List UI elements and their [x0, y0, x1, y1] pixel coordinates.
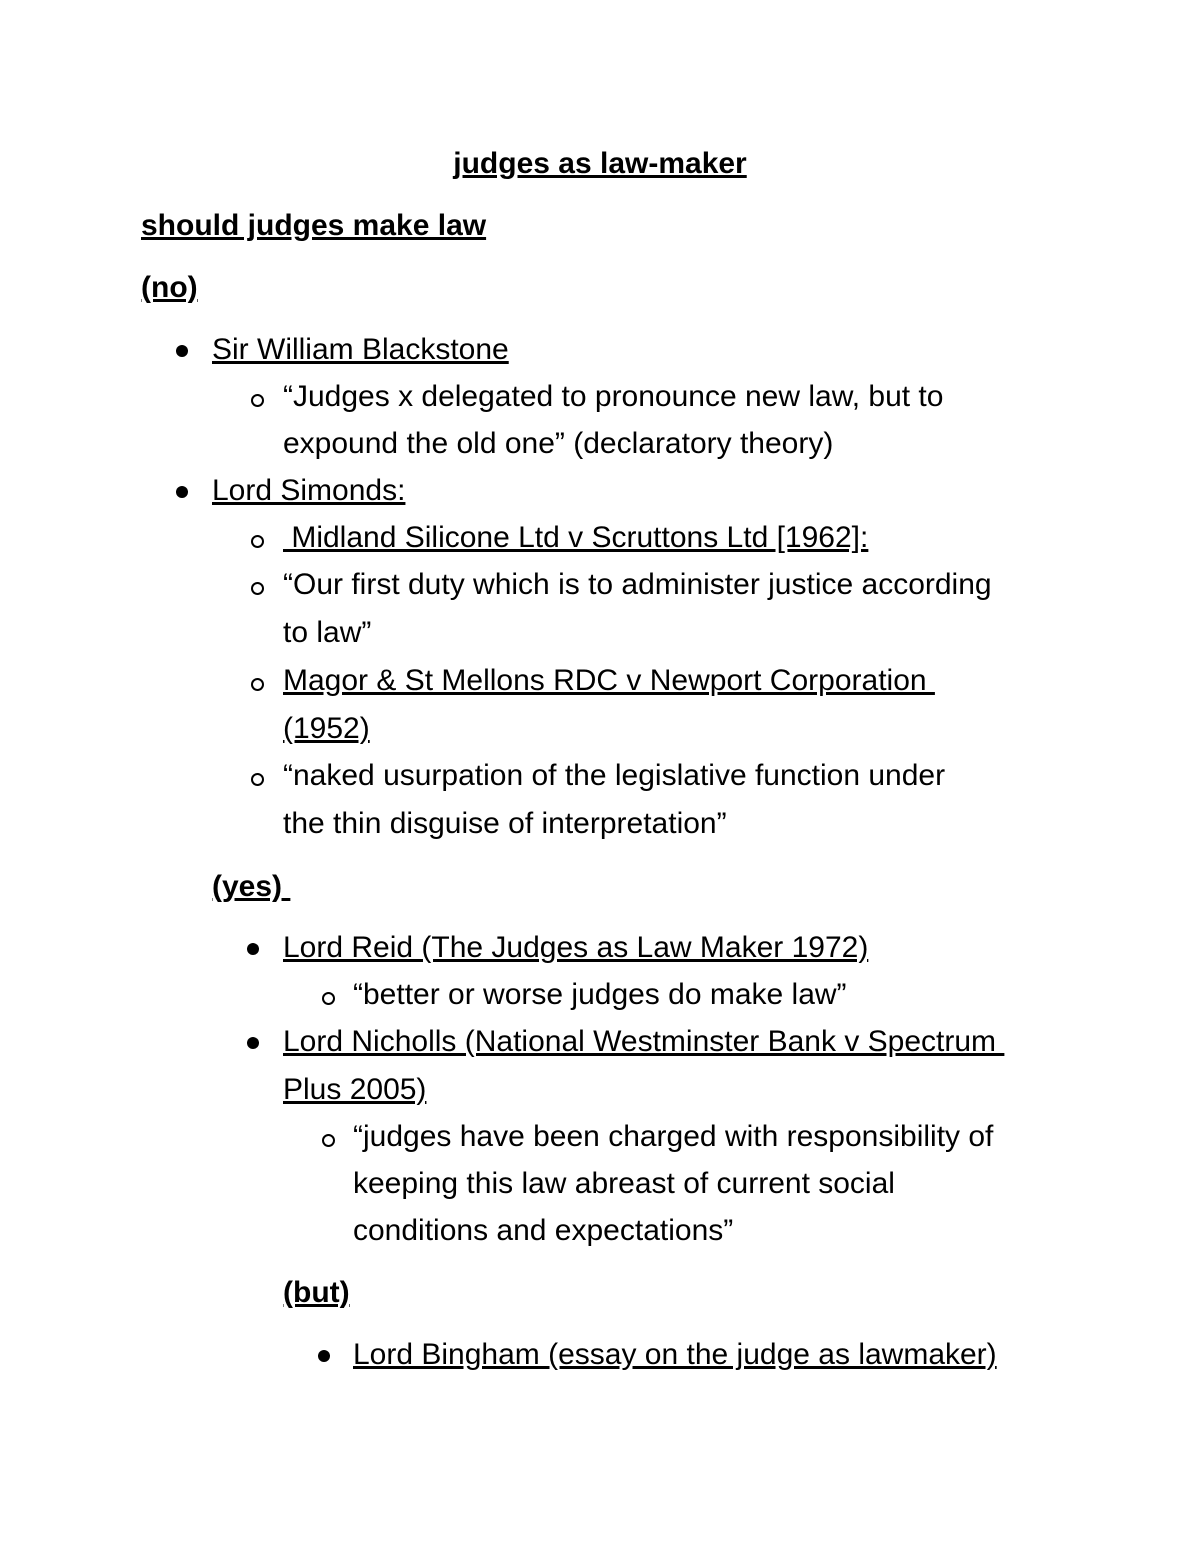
question-heading: should judges make law	[141, 209, 487, 242]
bullet-icon	[247, 943, 259, 955]
sub-bullet-icon	[251, 678, 264, 691]
reid-quote: “better or worse judges do make law”	[353, 978, 847, 1011]
no-item-simonds: Lord Simonds:	[212, 474, 406, 507]
nicholls-quote-line-3: conditions and expectations”	[353, 1214, 734, 1247]
nicholls-quote-line-1: “judges have been charged with responsibility of	[353, 1120, 994, 1153]
simonds-case-magor-line-2: (1952)	[283, 712, 370, 745]
simonds-quote-2-line-1: “naked usurpation of the legislative function under	[283, 759, 946, 792]
simonds-quote-1-line-2: to law”	[283, 616, 372, 649]
yes-section-label: (yes)	[212, 870, 291, 903]
document-title: judges as law-maker	[453, 147, 747, 180]
bullet-icon	[247, 1037, 259, 1049]
but-item-bingham: Lord Bingham (essay on the judge as lawmaker)	[353, 1338, 997, 1371]
simonds-case-midland: Midland Silicone Ltd v Scruttons Ltd [1962]:	[283, 521, 869, 554]
bullet-icon	[176, 486, 188, 498]
yes-item-nicholls-line-1: Lord Nicholls (National Westminster Bank v Spectrum	[283, 1025, 1005, 1058]
bullet-icon	[176, 345, 188, 357]
blackstone-quote-line-1: “Judges x delegated to pronounce new law, but to	[283, 380, 944, 413]
bullet-icon	[318, 1350, 330, 1362]
no-section-label: (no)	[141, 271, 198, 304]
sub-bullet-icon	[322, 1134, 335, 1147]
sub-bullet-icon	[251, 773, 264, 786]
sub-bullet-icon	[251, 394, 264, 407]
sub-bullet-icon	[251, 582, 264, 595]
simonds-quote-2-line-2: the thin disguise of interpretation”	[283, 807, 727, 840]
sub-bullet-icon	[322, 992, 335, 1005]
yes-item-reid: Lord Reid (The Judges as Law Maker 1972)	[283, 931, 869, 964]
yes-item-nicholls-line-2: Plus 2005)	[283, 1073, 427, 1106]
nicholls-quote-line-2: keeping this law abreast of current social	[353, 1167, 895, 1200]
no-item-blackstone: Sir William Blackstone	[212, 333, 509, 366]
simonds-quote-1-line-1: “Our first duty which is to administer justice according	[283, 568, 992, 601]
simonds-case-magor-line-1: Magor & St Mellons RDC v Newport Corporation	[283, 664, 935, 697]
but-section-label: (but)	[283, 1276, 350, 1309]
blackstone-quote-line-2: expound the old one” (declaratory theory)	[283, 427, 834, 460]
sub-bullet-icon	[251, 535, 264, 548]
